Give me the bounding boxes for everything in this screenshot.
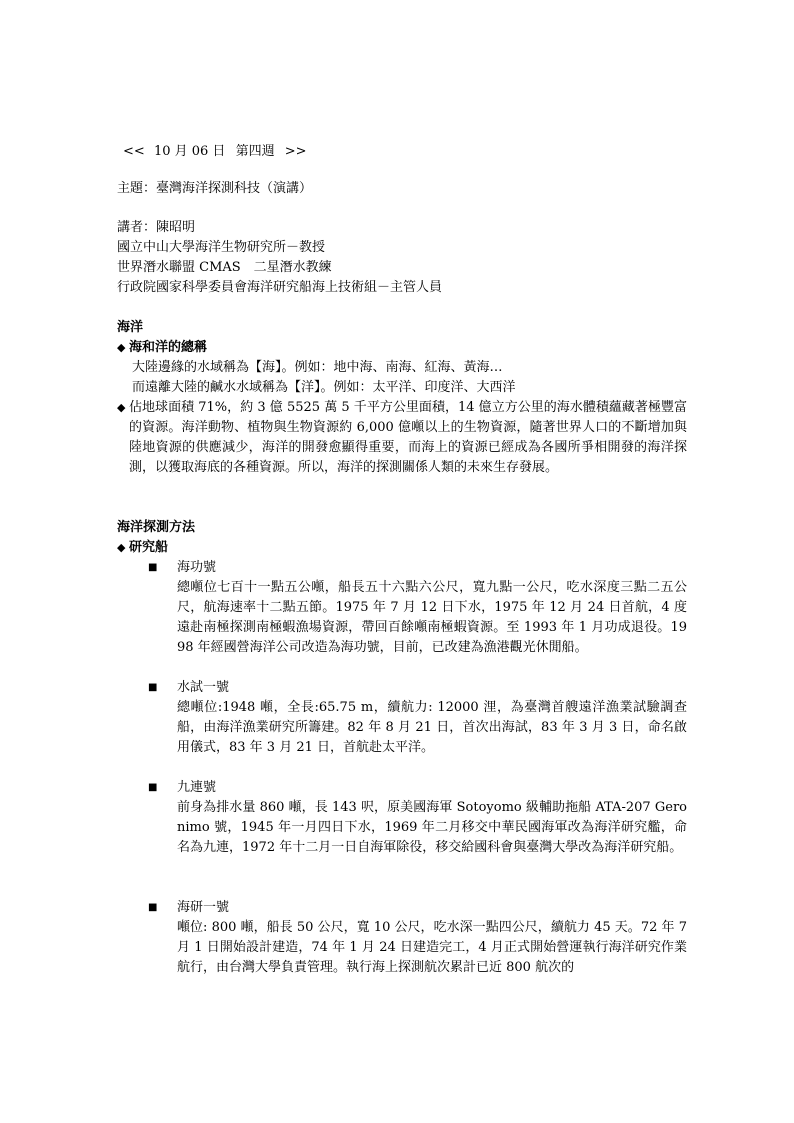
topic-section <box>117 179 687 199</box>
square-bullet-icon: ■ <box>148 682 158 693</box>
research-vessel-subheading: 研究船 <box>129 540 169 555</box>
speaker-affiliation: 國立中山大學海洋生物研究所－教授 <box>117 240 326 255</box>
ocean-heading: 海洋 <box>117 320 144 335</box>
nav-week: 第四週 <box>235 144 275 159</box>
nav-date: 10 月 06 日 <box>153 144 226 159</box>
ocean-section <box>117 318 687 478</box>
diamond-bullet-icon: ◆ <box>117 541 126 554</box>
vessel-name: 海功號 <box>177 560 217 575</box>
vessel-name: 水試一號 <box>177 680 230 695</box>
week-navigation <box>123 142 307 162</box>
ocean-bullet-1-line-2: 而遠離大陸的鹹水水域稱為【洋】。例如：太平洋、印度洋、大西洋 <box>132 380 516 395</box>
speaker-role: 行政院國家科學委員會海洋研究船海上技術組－主管人員 <box>117 280 443 295</box>
vessel-description: 噸位: 800 噸，船長 50 公尺，寬 10 公尺，吃水深一點四公尺，續航力 45 天。72 年 7 月 1 日開始設計建造，74 年 1 月 24 日建造完工，4 月正式開始營運執行海洋研究作業航行，由台灣大學負責管理。執行海上探測航次累計已近 800 航次的 <box>177 920 687 975</box>
topic-text: 主題：臺灣海洋探測科技（演講） <box>117 181 313 196</box>
vessel-description: 總噸位七百十一點五公噸，船長五十六點六公尺，寬九點一公尺，吃水深度三點二五公尺，航海速率十二點五節。1975 年 7 月 12 日下水，1975 年 12 月 24 日首航，4 度遠赴南極探測南極蝦漁場資源，帶回百餘噸南極蝦資源。至 1993 年 1 月功成退役。1998 年經國營海洋公司改造為海功號，目前，已改建為漁港觀光休閒船。 <box>177 580 687 655</box>
diamond-bullet-icon: ◆ <box>117 341 126 354</box>
ocean-bullet-1-title: 海和洋的總稱 <box>129 340 208 355</box>
next-week-link[interactable]: >> <box>284 144 307 159</box>
speaker-name: 講者：陳昭明 <box>117 220 196 235</box>
speaker-certification: 世界潛水聯盟 CMAS 二星潛水教練 <box>117 260 332 275</box>
square-bullet-icon: ■ <box>148 902 158 913</box>
vessel-item <box>148 558 688 658</box>
square-bullet-icon: ■ <box>148 562 158 573</box>
vessel-item <box>148 678 688 758</box>
diamond-bullet-icon: ◆ <box>117 401 126 414</box>
speaker-section <box>117 218 687 298</box>
ocean-bullet-1 <box>117 338 687 358</box>
square-bullet-icon: ■ <box>148 782 158 793</box>
research-vessel-bullet <box>117 538 687 558</box>
ocean-bullet-2-text: 佔地球面積 71%，約 3 億 5525 萬 5 千平方公里面積，14 億立方公里的海水體積蘊藏著極豐富的資源。海洋動物、植物與生物資源約 6,000 億噸以上的生物資源，隨著世界人口的不斷增加與陸地資源的供應減少，海洋的開發愈顯得重要，而海上的資源已經成為各國所爭相開發的海洋探測，以獲取海底的各種資源。所以，海洋的探測關係人類的未來生存發展。 <box>129 400 687 475</box>
exploration-section <box>117 518 687 558</box>
vessel-description: 前身為排水量 860 噸，長 143 呎，原美國海軍 Sotoyomo 級輔助拖船 ATA-207 Geronimo 號，1945 年一月四日下水，1969 年二月移交中華民國海軍改為海洋研究艦，命名為九連，1972 年十二月一日自海軍除役，移交給國科會與臺灣大學改為海洋研究船。 <box>177 800 687 855</box>
vessel-name: 九連號 <box>177 780 217 795</box>
vessel-item <box>148 778 688 858</box>
exploration-heading: 海洋探測方法 <box>117 520 196 535</box>
ocean-bullet-1-line-1: 大陸邊緣的水域稱為【海】。例如：地中海、南海、紅海、黃海… <box>132 360 503 375</box>
vessel-name: 海研一號 <box>177 900 230 915</box>
vessel-description: 總噸位:1948 噸，全長:65.75 m，續航力: 12000 浬，為臺灣首艘遠洋漁業試驗調查船，由海洋漁業研究所籌建。82 年 8 月 21 日，首次出海試，83 年 3 月 3 日，命名啟用儀式，83 年 3 月 21 日，首航赴太平洋。 <box>177 700 687 755</box>
prev-week-link[interactable]: << <box>123 144 145 159</box>
vessel-item <box>148 898 688 978</box>
ocean-bullet-2 <box>117 398 687 478</box>
